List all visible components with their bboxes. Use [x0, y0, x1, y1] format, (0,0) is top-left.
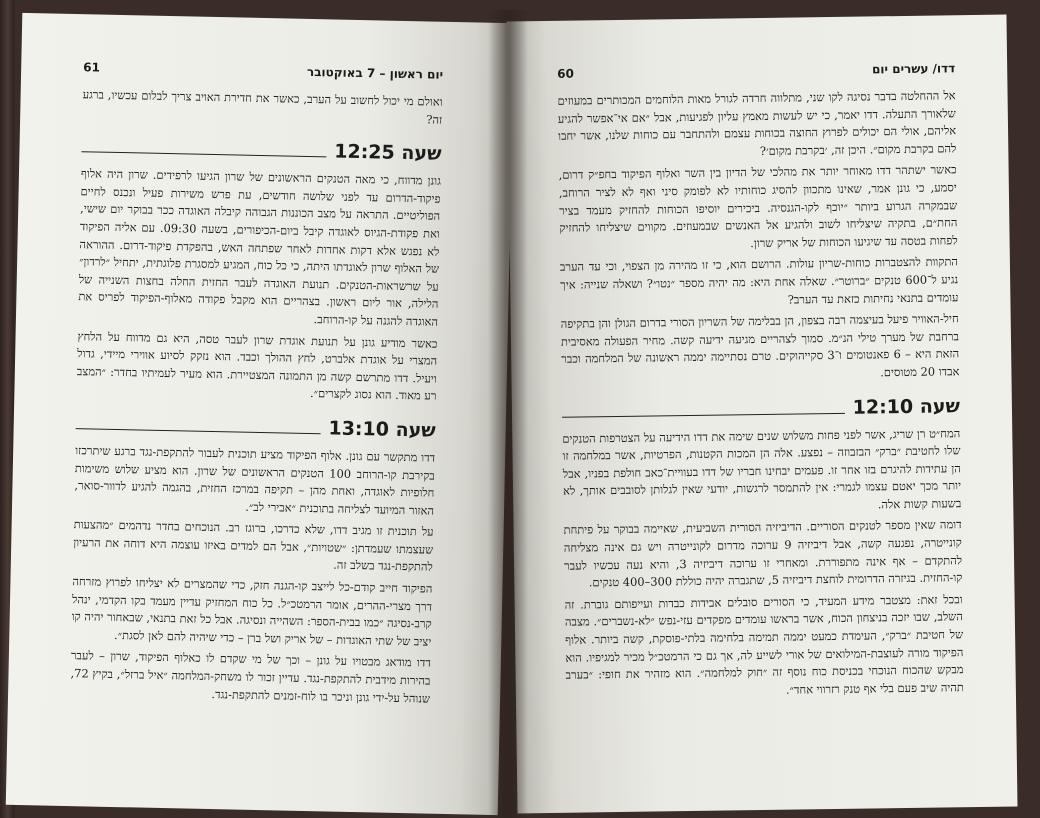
section-heading-label: [328, 417, 436, 441]
right-paragraph: כאשר ישתהר דדו מאוחר יותר את מהלכי של הדיון בין השר ואלוף הפיקוד בחפ״ק דרום, יסמע, כי גונן אמר, שאינו מתכוון להסיג כוחותיו לא לפומק סיני ואף לא לציר הרוחב, שבמקרה הגרוע ביותר ״יוכף לקו-הגנסיה. ביכירים יוסיפו הכוחות להחזיק מעמד בציר החת״ם, בתקיה שיצליחו לשוב ולהגיע אל האנשים שבמעוזים. מקווים שיצליחו להחזיק לפחות בטסה עד שיגיעו הכוחות של אריק שרון.: [558, 162, 958, 250]
section-heading-time: 13:10: [328, 417, 390, 441]
left-running-head: [83, 60, 443, 82]
right-page: [506, 15, 1017, 814]
section-heading-time: 12:25: [334, 140, 395, 164]
section-heading-1310: [76, 412, 436, 442]
section-heading-word: שעה: [395, 418, 436, 442]
section-heading-word: שעה: [401, 142, 442, 165]
right-running-head: [557, 61, 955, 81]
left-paragraph: כאשר מודיע גונן על תנועת אוגדת שרון לעבר טסה, היא גם מדווח על הלחץ המצרי על אוגדת אלברט, לחץ ההולך וכבד. הוא נזקק לסיוע אווירי מיידי, גדול ויעיל. דדו מתרשם קשה מן התמונה המצטיירת. הוא מעיר לעמיתיו בחדר: ״המצב רע מאוד. הוא נסוג לקצרים״.: [76, 328, 438, 404]
right-paragraph: התקוות להצטברות כוחות-שריון עולות. הרושם הוא, כי זו מהירה מן הצפוי, וכי עד הערב נגיע ל־600 טנקים ״ברוטר״. שאלה אחת היא: מה יהיה מספר ״נטו״? ושאלה שנייה: איך עומדים בתנאי נחיתות כזאת עד הערב?: [559, 254, 959, 307]
left-intro-paragraph: ואולם מי יכול לחשוב על הערב, כאשר את חדירת האויב צריך לבלום עכשיו, ברגע זה?: [82, 87, 443, 127]
left-page-number: 61: [83, 60, 101, 75]
right-paragraph: ובכל זאת: מצטבר מידע המעיד, כי הסורים סובלים אבידות כבדות ועייפותם גוברת. זה השלב, שבו יזכה בניצחון הכוח, אשר בראשו עומדים מפקדים עזי-נפש ״לא-נשברים״. מצבה של חטיבת ״ברק״, העימדת כמעט יממה תמימה בלחימה בלתי-פוסקת, קשה ביותר. אלוף הפיקוד מורה לעוצבת-המילואים של אורי לשייע לה, אך גם כי הרמטכ״ל מכיר למגיפיו. הוא מבקש שהכוח הנוכחי בכניסת כוח נוסף זה ״חוק למלחמה״. הוא מזהיר את חופי: ״בערב תהיה שיב פעם בלי אף טנק רזרווי אחד״.: [564, 592, 964, 697]
right-running-head-title: דדו/ עשרים יום: [871, 61, 956, 77]
right-page-number: 60: [557, 66, 575, 81]
section-heading-rule: [76, 428, 321, 434]
section-heading-1225: [81, 135, 441, 165]
left-paragraph: דדו מודאג מבטויו על גונן – וכך של מי שקדם לו כאלוף הפיקוד, שרון – לעבר בהירות מידבית להתקפת-נגד. עדיין זכור לו משחק-המלחמה ״איל ברזל״, בקיץ 72, שנוהל על-ידי גונן וניכר בו לוח-זמנים להתקפת-נגד.: [70, 648, 431, 706]
left-paragraph: על תוכנית זו מגיב דדו, שלא כדרכו, ברוגז רב. הנוכחים בחדר נדהמים ״מהצעות שעצמתו שעמדתן: ״שטויות״, אבל הם למדים באיזו עוצמה היא דוחה את הרעיון להתקפת-נגד בשלב זה.: [73, 517, 434, 575]
section-heading-rule: [81, 151, 326, 157]
right-paragraph: חיל-האוויר פיעל בעיצמה רבה בצפון, הן בבלימה של השריון הסורי בדרום הגולן והן בתקיפה ברחבת של מערך טילי הנ״מ. סמוך לצהריים מגיעה ידיעה קשה. מחיר הפעולה מאסיבית הזאת היא – 6 פאנטומים ו־3 סקייהוקים. טרם נסתיימה יממה ראשונה של המלחמה וכבר אבדו 20 מטוסים.: [560, 311, 960, 380]
right-paragraph: אל ההחלטה בדבר נסיגה לקו שני, מתלווה חרדה לגורל מאות הלוחמים המכותרים במעוזים שלאורך התעלה. דדו יאמר, כי יש לעשות מאמץ עליון לפגיעות, אבל ״אם אי־אפשר להגיע אליהם, אולי הם יכולים לפרוץ החוצה בכוחות עצמם ולהתחבר עם כוחות שלנו, אשר יחבו להם בקרבת מקום״. היכן זה, ׳בקרבת מקום׳?: [557, 88, 957, 158]
section-heading-time: 12:10: [852, 395, 914, 419]
left-running-head-title: יום ראשון – 7 באוקטובר: [306, 64, 444, 82]
left-page: [6, 13, 514, 815]
right-paragraph: דומה שאין מספר לטנקים הסוריים. הדיביזיה הסורית השביעית, שאיימה בבוקר על פיתחת קונייטרה, נפגעה קשה, אבל דיביזיה 9 ערוכה מדרום לקונייטרה ויש גם אינה מצליחה להתקדם – אף אינה מתפוררת. ומאחרי זו ערוכה דיביזיה 3, והיא נעה עכשיו לעבר קו-החזית. בגיזרה הדרומית לוחצת דיביזיה 5, שתגברה יהיה כוללת 300–400 טנקים.: [563, 517, 963, 590]
section-heading-label: [853, 395, 961, 418]
section-heading-label: [334, 141, 442, 165]
left-paragraph: הפיקוד חייב קודם-כל לייצב קו-הגנה חזק, כדי שהמצרים לא יצליחו לפרוץ מזרחה דרך מצרי-ההרים, אומר הרמטכ״ל. כל כוח המחזיק עדיין מעמד בקו הקדמי, ינהל קרב-נסיגה ״כמו בבית-הספר: השהייה ונסיגה. אבל כל זאת בתנאי, שבאחור יהיה קו יציב של שתי האוגדות – של אריק ושל ברן – כדי שיהיה להם לאן לסגת״.: [71, 574, 433, 649]
left-paragraph: דדו מתקשר עם גונן. אלוף הפיקוד מציע תוכנית לעבור להתקפת-נגד ברגע שיתרכזו בקירבת קו-הרוחב 100 הטנקים הראשונים של שרון. הוא מציע שלוש משימות חלופיות לאוגדה, ואחת מהן – תקיפה במרכז החזית, בהגמה להגיע לדוור-סואר, האזור המיועד לצליחה בתוכנית ״אבירי לב״.: [74, 443, 436, 518]
section-heading-1210: [562, 395, 960, 423]
left-paragraph: גונן מדווח, כי מאה הטנקים הראשונים של שרון הגיעו לרפידים. שרון היה אלוף פיקוד-הדרום עד לפני שלושה חודשים, עת פרש משירות פעיל ונכנס לחיים הפוליטיים. התראה על מצב הכוננות הגבוהה קיבלה האוגדה ככר בבוקר יום שישי, ואת פקודת-הגיוס לאוגדה קיבל ביום-הכיפורים, בשעה 09:30. עם אליה הפיקוד לא נפגש אלא דקות אחדות לאחר שפתחה האש, בהפקדת פיקוד-דרום. ההוראה של האלוף שרון לאוגדתו היתה, כי כל כוח, המגיע למסגרת פלוגתית, יתחיל ״לרדון״ על שרשראות-הטנקים. תנועת האוגדה לעבר החזית החלה בחצות השנייה של הלילה, אור ליום ראשון. בצהריים הוא מקבל פקודה מאלוף-הפיקוד לפריס את האוגדה להגנה על קו-הרוחב.: [78, 166, 442, 329]
section-heading-word: שעה: [919, 394, 961, 418]
right-paragraph: המח״ט רן שריג, אשר לפני פחות משלוש שנים שימה את דדו הידיעה על הצטרפות הטנקים שלו לחטיבת ״ברק״ הבזבוזה – נפצע. אלה הן המכות הקטנות, הפרטיות, אשר במלחמה זו הן עתידות להיגרם בזו אחר זו. פעמים יבחינו חבריו של דדו בעוויית־כאב חולפת בפניו, אבל יותר מכך יאטם עצמו לגמרי: אין להתמסר לרגשות, יודעי שאין לגלותן לסובבים אותך, לא בשעות קשות אלה.: [562, 425, 962, 512]
section-heading-rule: [562, 412, 845, 417]
